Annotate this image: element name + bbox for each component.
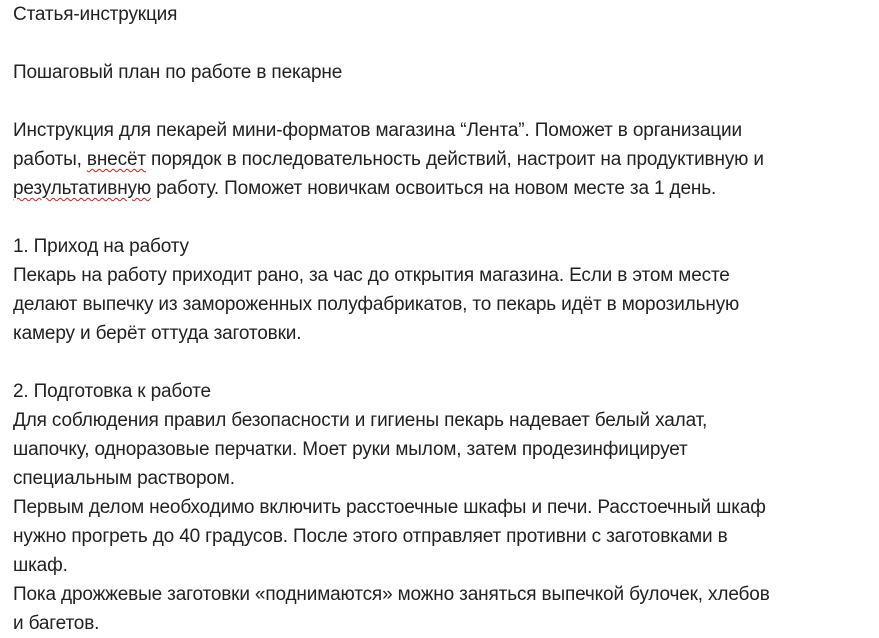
section-2-line: специальным раствором. [13,468,235,489]
intro-line-2-end: порядок в последовательность действий, настроит на продуктивную и [145,149,764,170]
blank-line [13,348,867,377]
blank-line [13,87,867,116]
blank-line [13,203,867,232]
misspelled-word[interactable]: результативную [13,178,151,199]
intro-line-2 [13,145,867,174]
section-2-line: и багетов. [13,613,100,634]
intro-line-1: Инструкция для пекарей мини-форматов магазина “Лента”. Поможет в организации [13,120,742,141]
intro-line-3 [13,174,867,203]
section-2-heading: 2. Подготовка к работе [13,381,211,402]
section-2-line: нужно прогреть до 40 градусов. После этого отправляет противни с заготовками в [13,526,728,547]
section-2-line: шкаф. [13,555,68,576]
blank-line [13,29,867,58]
misspelled-word[interactable]: внесёт [86,149,146,170]
section-1-heading: 1. Приход на работу [13,236,189,257]
section-2-line: Для соблюдения правил безопасности и гигиены пекарь надевает белый халат, [13,410,708,431]
section-2-line: Пока дрожжевые заготовки «поднимаются» можно заняться выпечкой булочек, хлебов [13,584,770,605]
document-title: Пошаговый план по работе в пекарне [13,62,343,83]
section-1-line: Пекарь на работу приходит рано, за час до открытия магазина. Если в этом месте [13,265,730,286]
section-1-line: делают выпечку из замороженных полуфабрикатов, то пекарь идёт в морозильную [13,294,740,315]
section-2-line: Первым делом необходимо включить расстоечные шкафы и печи. Расстоечный шкаф [13,497,766,518]
section-2-line: шапочку, одноразовые перчатки. Моет руки мылом, затем продезинфицирует [13,439,688,460]
intro-line-2-start: работы, [13,149,87,170]
intro-line-3-end: работу. Поможет новичкам освоиться на новом месте за 1 день. [151,178,717,199]
document-header: Статья-инструкция [13,4,178,25]
section-1-line: камеру и берёт оттуда заготовки. [13,323,302,344]
